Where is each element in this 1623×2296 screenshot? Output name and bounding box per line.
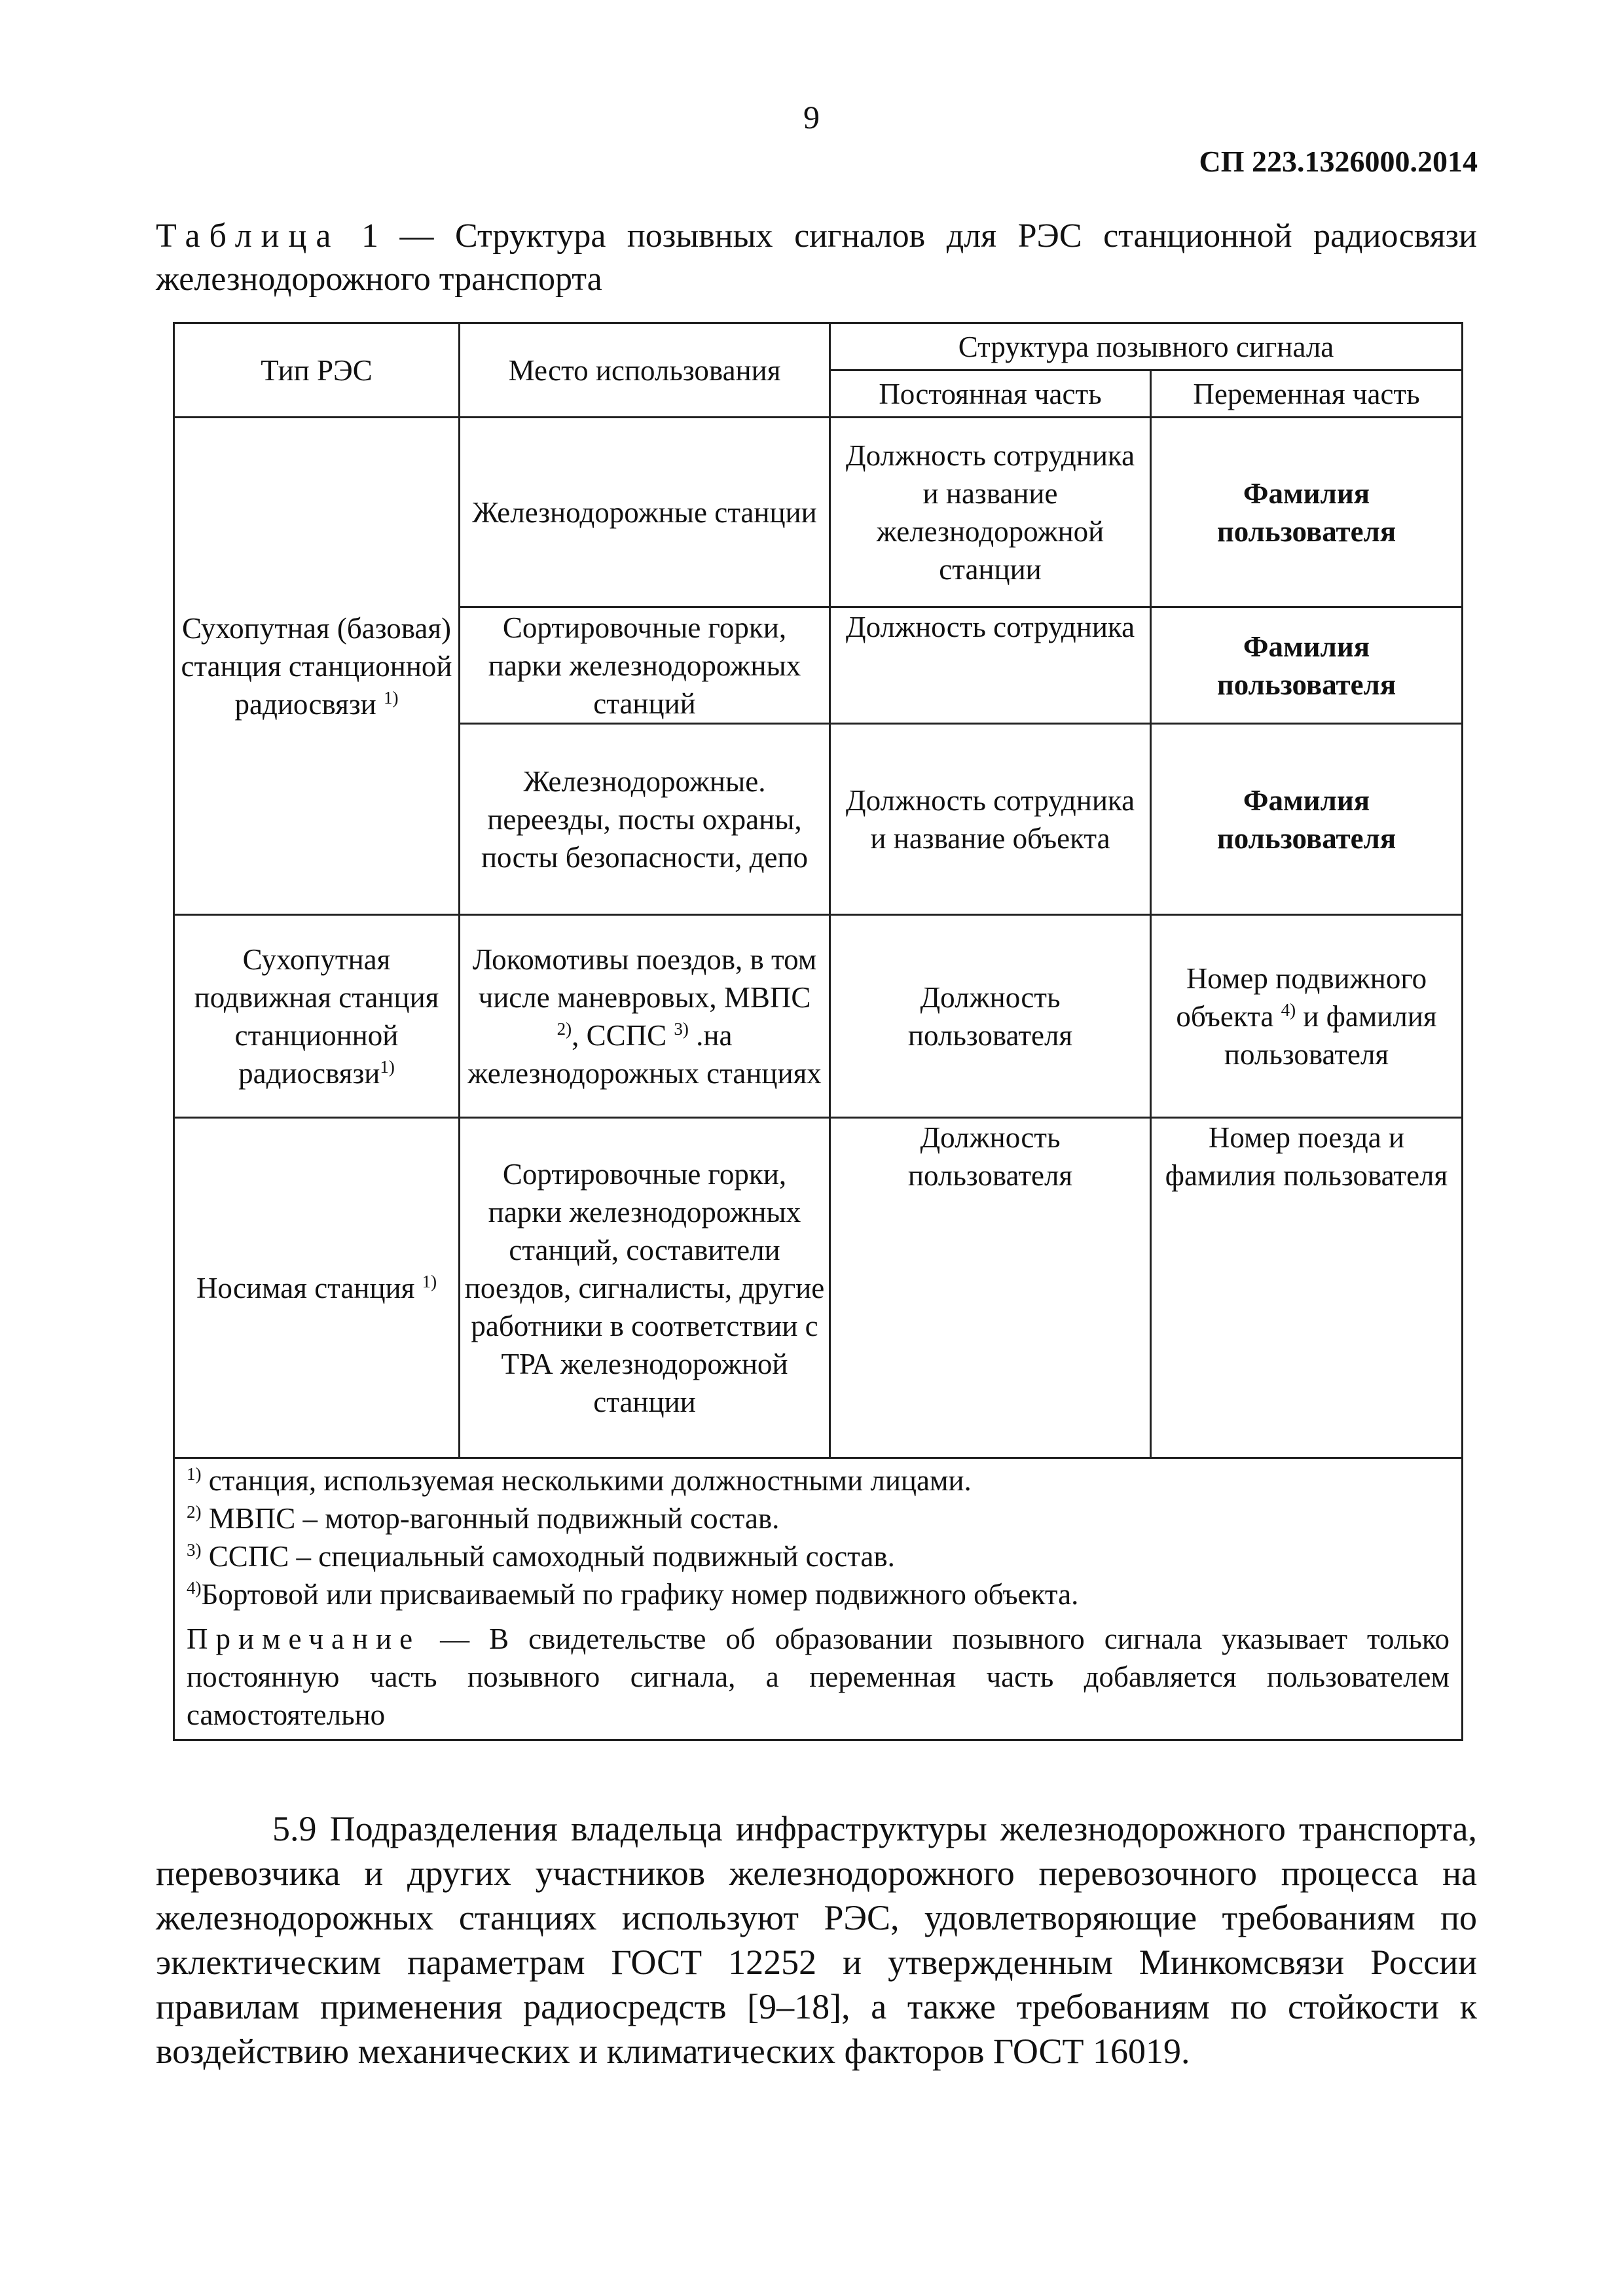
footnote-mark: 1) [187,1464,202,1484]
footnote-1 [187,1462,1450,1499]
footnote-ref: 2) [556,1018,572,1039]
header-variable-part: Переменная часть [1151,370,1463,418]
place-text: Локомотивы поездов, в том числе маневровых, МВПС [472,942,817,1014]
place-cell: Сортировочные горки, парки железнодорожных станций [460,607,830,724]
type-portable-station [174,1118,460,1458]
variable-cell: Фамилия пользователя [1151,724,1463,915]
type-base-station [174,418,460,915]
place-cell: Железнодорожные. переезды, посты охраны, посты безопасности, депо [460,724,830,915]
variable-cell [1151,915,1463,1118]
place-cell [460,915,830,1118]
body-paragraph [156,1806,1477,2073]
footnote-3 [187,1537,1450,1575]
place-cell: Сортировочные горки, парки железнодорожных станций, составители поездов, сигналисты, другие работники в соответствии с ТРА железнодорожной станции [460,1118,830,1458]
variable-text: Номер подвижного объекта [1176,961,1427,1033]
page-number: 9 [803,99,820,135]
variable-cell: Фамилия пользователя [1151,418,1463,607]
footnote-text: ССПС – специальный самоходный подвижный состав. [201,1540,895,1573]
header-type: Тип РЭС [174,323,460,418]
note-text: — В свидетельстве об образовании позывного сигнала указывает только постоянную часть позывного сигнала, а переменная часть добавляется пользователем самостоятельно [187,1623,1450,1731]
footnote-text: станция, используемая несколькими должностными лицами. [201,1464,972,1497]
footnote-mark: 4) [187,1578,202,1598]
variable-cell: Фамилия пользователя [1151,607,1463,724]
body-paragraph-text: 5.9 Подразделения владельца инфраструктуры железнодорожного транспорта, перевозчика и других участников железнодорожного перевозочного процесса на железнодорожных станциях используют РЭС, удовлетворяющие требованиям по эклектическим параметрам ГОСТ 12252 и утвержденным Минкомсвязи России правилам применения радиосредств [9–18], а также требованиям по стойкости к воздействию механических и климатических факторов ГОСТ 16019. [156,1809,1477,2071]
footnote-2 [187,1499,1450,1537]
footnote-mark: 2) [187,1502,202,1522]
place-text: .на железнодорожных станциях [467,1018,822,1090]
place-cell: Железнодорожные станции [460,418,830,607]
footnote-text: МВПС – мотор-вагонный подвижный состав. [201,1502,780,1535]
table-caption-text: 1 — Структура позывных сигналов для РЭС станционной радиосвязи железнодорожного транспорта [156,217,1477,298]
header-constant-part: Постоянная часть [830,370,1151,418]
variable-text: и фамилия пользователя [1224,999,1437,1071]
footnote-ref: 4) [1281,999,1296,1020]
constant-cell: Должность пользователя [830,915,1151,1118]
constant-cell: Должность пользователя [830,1118,1151,1458]
header-place: Место использования [460,323,830,418]
footnote-ref: 1) [422,1271,437,1291]
variable-cell: Номер поезда и фамилия пользователя [1151,1118,1463,1458]
footnote-ref: 1) [384,687,399,708]
document-code: СП 223.1326000.2014 [1199,145,1478,178]
type-mobile-station-text: Сухопутная подвижная станция станционной радиосвязи [194,942,439,1090]
constant-cell: Должность сотрудника [830,607,1151,724]
type-portable-station-text: Носимая станция [196,1271,415,1304]
type-base-station-text: Сухопутная (базовая) станция станционной радиосвязи [181,611,452,721]
header-structure: Структура позывного сигнала [830,323,1463,370]
table-notes [174,1458,1463,1740]
callsign-structure-table [173,322,1463,1741]
table-caption-label: Таблица [156,217,340,255]
footnote-mark: 3) [187,1540,202,1560]
footnote-ref: 3) [674,1018,689,1039]
type-mobile-station [174,915,460,1118]
place-text: , ССПС [572,1018,667,1052]
note-label: Примечание [187,1623,421,1655]
table-caption [156,215,1477,301]
footnote-text: Бортовой или присваиваемый по графику номер подвижного объекта. [201,1578,1079,1611]
table-note [187,1620,1450,1734]
footnote-ref: 1) [380,1056,395,1077]
footnote-4 [187,1575,1450,1613]
constant-cell: Должность сотрудника и название железнодорожной станции [830,418,1151,607]
constant-cell: Должность сотрудника и название объекта [830,724,1151,915]
